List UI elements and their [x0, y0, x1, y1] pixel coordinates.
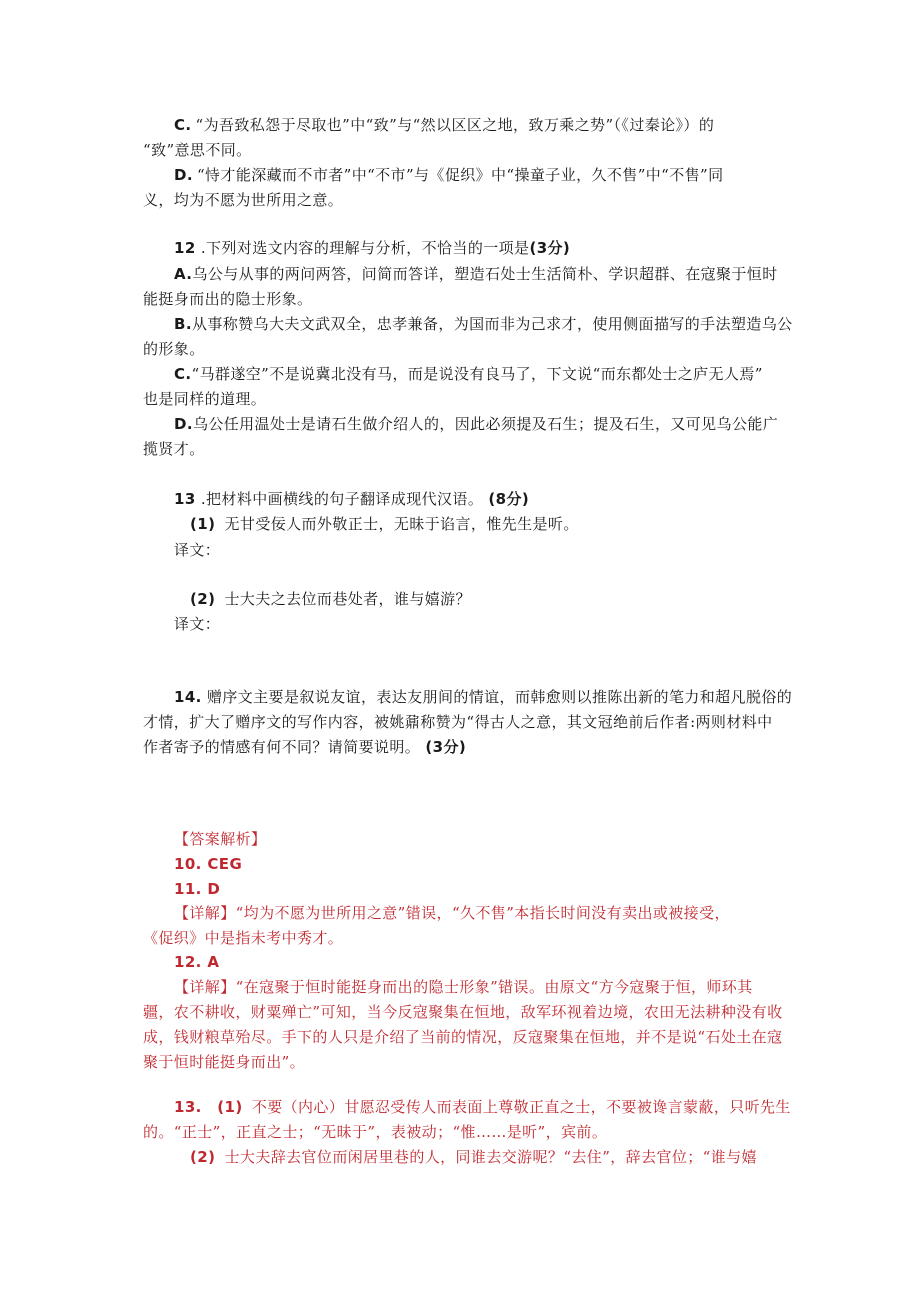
q12-option-d-line2: 揽贤才。: [143, 440, 205, 458]
answer-11-detail-line2: 《促织》中是指未考中秀才。: [143, 929, 344, 947]
answer-13-s2-text: 士大夫辞去官位而闲居里巷的人，同谁去交游呢？“去住”，辞去官位；“谁与嬉: [224, 1148, 757, 1166]
q13-sentence-1-text: 无甘受佞人而外敬正士，无昧于谄言，惟先生是听。: [224, 515, 579, 533]
q11-option-c-line1: [174, 115, 714, 135]
q13-sentence-2-label: (2): [190, 590, 216, 608]
q13-translation-label-2: 译文：: [174, 615, 221, 633]
answer-13-s1-label: (1): [217, 1098, 243, 1116]
q13-number: 13: [174, 490, 196, 508]
q11-option-c-line2: “致”意思不同。: [143, 141, 252, 159]
q13-sentence-2: [190, 589, 471, 609]
q12-option-b-line2: 的形象。: [143, 340, 205, 358]
answer-13-s2-line1: [190, 1147, 757, 1167]
q13-sentence-2-text: 士大夫之去位而巷处者，谁与嬉游？: [224, 590, 471, 608]
q12-option-d-text: 乌公任用温处士是请石生做介绍人的，因此必须提及石生；提及石生，又可见乌公能广: [192, 415, 779, 433]
answer-13-s1-line2: 的。“正士”，正直之士；“无昧于”，表被动；“惟……是听”，宾前。: [143, 1123, 608, 1141]
q11-option-d-label: D.: [174, 166, 193, 184]
q14-score: (3分): [425, 738, 467, 756]
q11-option-c-label: C.: [174, 116, 192, 134]
q13-sentence-1-label: (1): [190, 515, 216, 533]
answer-13-s2-label: (2): [190, 1148, 216, 1166]
q12-option-b-label: B.: [174, 315, 192, 333]
answer-13-s1-text: 不要（内心）甘愿忍受传人而表面上尊敬正直之士，不要被谗言蒙蔽，只听先生: [251, 1098, 791, 1116]
q14-line3-text: 作者寄予的情感有何不同？请简要说明。: [143, 738, 421, 756]
q12-option-a-line1: [174, 264, 778, 284]
answer-10: 10. CEG: [174, 855, 243, 873]
answer-11-detail-line1: 【详解】“均为不愿为世所用之意”错误，“久不售”本指长时间没有卖出或被接受，: [174, 904, 730, 922]
q14-line1-text: 赠序文主要是叙说友谊，表达友朋间的情谊，而韩愈则以推陈出新的笔力和超凡脱俗的: [206, 688, 793, 706]
q12-option-c-line2: 也是同样的道理。: [143, 390, 267, 408]
q12-score: (3分): [529, 239, 571, 257]
q13-stem-text: .把材料中画横线的句子翻译成现代汉语。: [200, 490, 484, 508]
answer-11: 11. D: [174, 880, 221, 898]
q13-score: (8分): [488, 490, 530, 508]
q12-option-b-text: 从事称赞乌大夫文武双全，忠孝兼备，为国而非为己求才，使用侧面描写的手法塑造乌公: [191, 315, 793, 333]
q12-stem-text: .下列对选文内容的理解与分析，不恰当的一项是: [200, 239, 530, 257]
q13-sentence-1: [190, 514, 579, 534]
q12-option-a-text: 乌公与从事的两问两答，问简而答详，塑造石处士生活简朴、学识超群、在寇聚于恒时: [192, 265, 778, 283]
q13-translation-label-1: 译文：: [174, 541, 221, 559]
q12-option-d-line1: [174, 414, 778, 434]
q11-option-d-line2: 义，均为不愿为世所用之意。: [143, 191, 344, 209]
q14-line3: [143, 737, 466, 757]
answer-12-detail-line3: 成，钱财粮草殆尽。手下的人只是介绍了当前的情况，反寇聚集在恒地，并不是说“石处土在寇: [143, 1028, 783, 1046]
answer-12: 12. A: [174, 953, 220, 971]
q14-number: 14.: [174, 688, 202, 706]
q12-option-c-label: C.: [174, 365, 192, 383]
answer-12-detail-line4: 聚于恒时能挺身而出”。: [143, 1053, 306, 1071]
q14-line2: 才情，扩大了赠序文的写作内容，被姚鼐称赞为“得古人之意，其文冠绝前后作者:两则材料中: [143, 713, 773, 731]
q12-option-c-line1: [174, 364, 763, 384]
q12-option-a-line2: 能挺身而出的隐士形象。: [143, 290, 313, 308]
q12-number: 12: [174, 239, 196, 257]
answers-header: 【答案解析】: [174, 830, 267, 848]
q12-stem: [174, 238, 570, 258]
answer-13-number: 13.: [174, 1098, 202, 1116]
q12-option-d-label: D.: [174, 415, 193, 433]
q14-line1: [174, 687, 792, 707]
q11-option-d-text: “恃才能深藏而不市者”中“不市”与《促织》中“操童子业，久不售”中“不售”同: [196, 166, 724, 184]
q12-option-a-label: A.: [174, 265, 193, 283]
q11-option-d-line1: [174, 165, 724, 185]
answer-12-detail-line1: 【详解】“在寇聚于恒时能挺身而出的隐士形象”错误。由原文“方今寇聚于恒，师环其: [174, 978, 753, 996]
q11-option-c-text: “为吾致私怨于尽取也”中“致”与“然以区区之地，致万乘之势”（《过秦论》）的: [195, 116, 715, 134]
q12-option-b-line1: [174, 314, 793, 334]
answer-13-s1-line1: [174, 1097, 791, 1117]
q12-option-c-text: “马群遂空”不是说冀北没有马，而是说没有良马了，下文说“而东都处士之庐无人焉”: [191, 365, 763, 383]
answer-12-detail-line2: 疆，农不耕收，财粟殚亡”可知，当今反寇聚集在恒地，敌军环视着边境，农田无法耕种没有收: [143, 1003, 783, 1021]
q13-stem: [174, 489, 529, 509]
